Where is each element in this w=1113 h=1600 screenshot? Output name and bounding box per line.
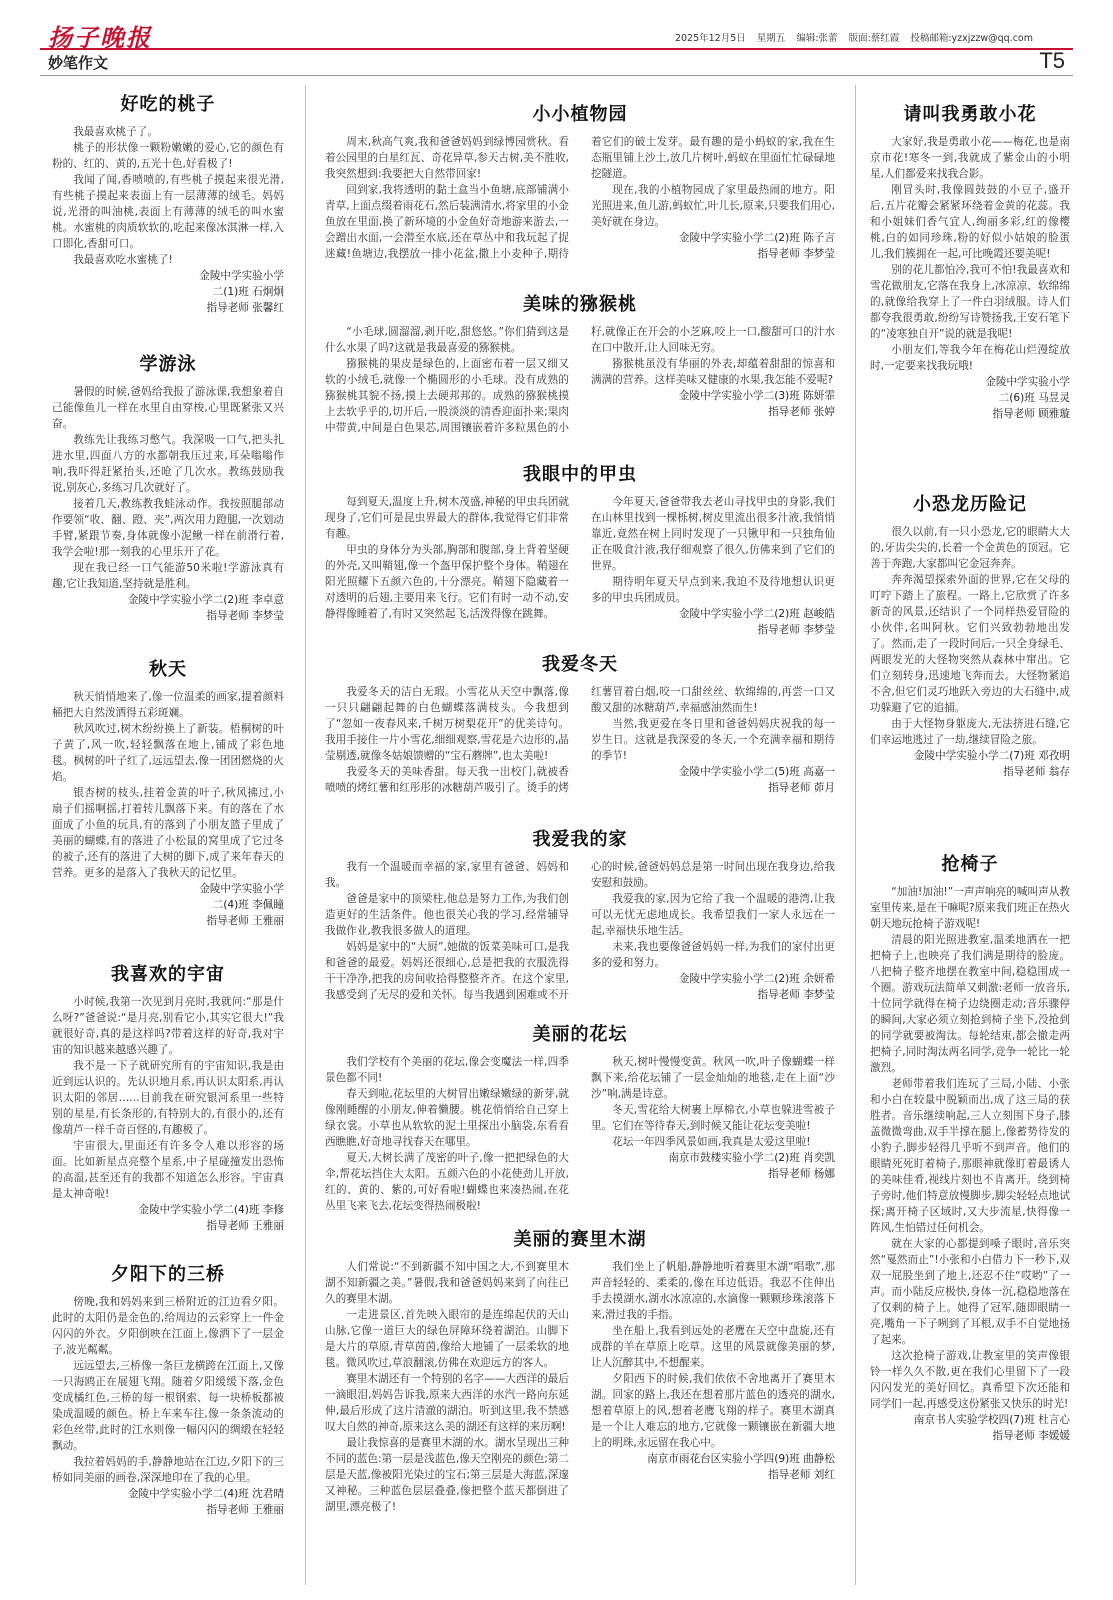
article-kiwi [325, 290, 835, 455]
article-paragraph: 一走进景区,首先映入眼帘的是连绵起伏的天山山脉,它像一道巨大的绿色屏障环绕着湖泊。山脚下是大片的草原,青草茵茵,像给大地铺了一层柔软的地毯。微风吹过,草浪翻滚,仿佛在欢迎远方的客人。 [325, 1309, 569, 1369]
byline-teacher: 指导老师 王雅丽 [206, 1504, 284, 1516]
article-paragraph: 未来,我也要像爸爸妈妈一样,为我们的家付出更多的爱和努力。 [591, 941, 835, 969]
byline-teacher: 指导老师 茆月 [768, 782, 835, 794]
article-paragraph: 我有一个温暖而幸福的家,家里有爸爸、妈妈和我。 [325, 861, 569, 889]
column-divider-right [855, 85, 856, 1585]
article-paragraph: 傍晚,我和妈妈来到三桥附近的江边看夕阳。此时的太阳仍是金色的,给周边的云彩穿上一件金闪闪的外衣。夕阳倒映在江面上,像洒下了一层金子,波光粼粼。 [52, 1296, 284, 1356]
article-paragraph: 秋风吹过,树木纷纷换上了新装。梧桐树的叶子黄了,风一吹,轻轻飘落在地上,铺成了彩色地毯。枫树的叶子红了,远远望去,像一团团燃烧的火焰。 [52, 723, 284, 783]
article-paragraph: 教练先让我练习憋气。我深吸一口气,把头扎进水里,四面八方的水都朝我压过来,耳朵嗡嗡作响,我吓得赶紧抬头,还呛了几次水。教练鼓励我说,别灰心,多练习几次就好了。 [52, 434, 284, 494]
article-body [52, 689, 284, 929]
section-divider [40, 75, 1073, 76]
byline-class-student: 金陵中学实验小学二(2)班 余妍希 [678, 973, 835, 985]
article-title: 我爱冬天 [542, 654, 618, 675]
byline-class-student: 南京书人实验学校四(7)班 杜言心 [913, 1414, 1070, 1426]
byline-teacher: 指导老师 张馨红 [206, 302, 284, 314]
byline-teacher: 指导老师 李梦莹 [206, 610, 284, 622]
article-paragraph: 猕猴桃的果皮是绿色的,上面密布着一层又细又软的小绒毛,就像一个椭圆形的小毛球。没有成熟的猕猴桃其貌不扬,摸上去硬邦邦的。成熟的猕猴桃摸上去软乎乎的,切开后,一股淡淡的清香迎面扑来;果肉中带黄,中间是白色果芯,周围镶嵌着许多粒黑色的小籽,就像正在开会的小芝麻,咬上一口,酸甜可口的汁水在口中散开,让人回味无穷。 [325, 326, 835, 434]
byline-teacher: 指导老师 王雅丽 [206, 1220, 284, 1232]
article-paragraph: 坐在船上,我看到远处的老鹰在天空中盘旋,还有成群的羊在草原上吃草。这里的风景就像美丽的梦,让人沉醉其中,不想醒来。 [591, 1325, 835, 1369]
byline-teacher: 指导老师 顾雅璇 [992, 408, 1070, 420]
article-beetle [325, 460, 835, 640]
article-body [325, 859, 835, 1003]
byline-teacher: 指导老师 张婷 [768, 406, 835, 418]
byline-class-student: 二(6)班 马昱灵 [998, 392, 1070, 404]
article-body [52, 994, 284, 1234]
article-paragraph: 很久以前,有一只小恐龙,它的眼睛大大的,牙齿尖尖的,长着一个金黄色的顶冠。它善于奔跑,大家都叫它金冠奔奔。 [870, 526, 1070, 570]
article-plum-blossom [870, 100, 1070, 465]
article-peach [52, 90, 284, 345]
article-paragraph: 我爱冬天的洁白无瑕。小雪花从天空中飘落,像一只只翩翩起舞的白色蝴蝶落满枝头。今我想到了“忽如一夜春风来,千树万树梨花开”的优美诗句。我用手接住一片小雪花,细细观察,雪花是六边形的,晶莹剔透,就像冬姑娘馈赠的“宝石蘑牌”,也太美啦! [325, 686, 569, 762]
byline-class-student: 金陵中学实验小学二(2)班 李卓意 [127, 594, 284, 606]
byline-teacher: 指导老师 李媛媛 [992, 1430, 1070, 1442]
byline-class-student: 二(4)班 李佩瞳 [212, 899, 284, 911]
byline-class-student: 南京市雨花台区实验小学四(9)班 曲静松 [647, 1453, 835, 1465]
article-autumn [52, 655, 284, 955]
article-byline [870, 1412, 1070, 1444]
article-musical-chairs [870, 850, 1070, 1590]
byline-class-student: 金陵中学实验小学二(7)班 邓孜明 [913, 750, 1070, 762]
article-paragraph: 春天到啦,花坛里的大树冒出嫩绿嫩绿的新芽,就像刚睡醒的小朋友,伸着懒腰。桃花悄悄给自己穿上绿衣裳。小草也从软软的泥土里探出小脑袋,东看看西瞧瞧,好奇地寻找春天在哪里。 [325, 1088, 569, 1148]
article-title: 学游泳 [139, 354, 197, 375]
article-paragraph: 现在,我的小植物园成了家里最热闹的地方。阳光照进来,鱼儿游,蚂蚁忙,叶儿长,原来,只要我们用心,美好就在身边。 [591, 184, 835, 228]
byline-class-student: 金陵中学实验小学二(5)班 高嘉一 [678, 766, 835, 778]
byline-class-student: 二(1)班 石炯炯 [212, 286, 284, 298]
article-title: 夕阳下的三桥 [111, 1264, 225, 1285]
byline-class-student: 金陵中学实验小学二(4)班 李修 [138, 1204, 284, 1216]
article-title: 我喜欢的宇宙 [111, 964, 225, 985]
article-paragraph: 我最喜欢吃水蜜桃了! [73, 254, 173, 266]
article-title: 小小植物园 [532, 104, 628, 125]
article-byline [591, 1150, 835, 1182]
article-paragraph: 人们常说:“不到新疆不知中国之大,不到赛里木湖不知新疆之美。”暑假,我和爸爸妈妈来到了向往已久的赛里木湖。 [325, 1261, 569, 1305]
article-paragraph: 赛里木湖还有一个特别的名字——大西洋的最后一滴眼泪,妈妈告诉我,原来大西洋的水汽一路向东延伸,最后形成了这片清澈的湖泊。听到这里,我不禁感叹大自然的神奇,原来这么美的湖还有这样的来历啊! [325, 1373, 569, 1433]
column-divider-left [305, 85, 306, 1585]
article-body [870, 134, 1070, 422]
byline-class-student: 金陵中学实验小学二(2)班 赵峻皓 [678, 608, 835, 620]
article-winter [325, 650, 835, 820]
byline-teacher: 指导老师 刘红 [768, 1469, 835, 1481]
article-paragraph: 冬天,雪花给大树裹上厚棉衣,小草也躲进雪被子里。它们在等待春天,到时候又能让花坛变美啦! [591, 1104, 835, 1132]
article-universe [52, 960, 284, 1255]
article-title: 美味的猕猴桃 [523, 294, 637, 315]
article-byline [591, 764, 835, 796]
section-title: 妙笔作文 [48, 54, 109, 72]
byline-school: 金陵中学实验小学 [199, 270, 284, 282]
issue-date: 2025年12月5日 [674, 33, 746, 44]
article-paragraph: 秋天悄悄地来了,像一位温柔的画家,提着颜料桶把大自然泼洒得五彩斑斓。 [52, 691, 284, 719]
byline-teacher: 指导老师 王雅丽 [206, 915, 284, 927]
article-body [325, 1054, 835, 1214]
article-title: 请叫我勇敢小花 [903, 104, 1037, 125]
article-paragraph: 现在我已经一口气能游50米啦!学游泳真有趣,它让我知道,坚持就是胜利。 [52, 562, 284, 590]
article-title: 秋天 [149, 659, 187, 680]
byline-class-student: 金陵中学实验小学二(4)班 沈君晴 [127, 1488, 284, 1500]
issue-designer: 版面:蔡红霞 [848, 33, 900, 44]
article-body [325, 494, 835, 638]
article-body [325, 1259, 835, 1515]
article-byline [591, 606, 835, 638]
article-paragraph: 清晨的阳光照进教室,温柔地洒在一把把椅子上,也映亮了我们满是期待的脸庞。八把椅子整齐地摆在教室中间,稳稳围成一个圈。游戏玩法简单又刺激:老师一放音乐,十位同学就得在椅子边绕圈走动;音乐骤停的瞬间,大家必须立刻抢到椅子坐下,没抢到的同学就要被淘汰。每轮结束,都会撤走两把椅子,同时淘汰两名同学,竞争一轮比一轮激烈。 [870, 934, 1070, 1074]
article-paragraph: 每到夏天,温度上升,树木茂盛,神秘的甲虫兵团就现身了,它们可是昆虫界最大的群体,我觉得它们非常有趣。 [325, 496, 569, 540]
article-paragraph: 花坛一年四季风景如画,我真是太爱这里啦! [612, 1136, 811, 1148]
article-byline [52, 881, 284, 929]
article-paragraph: 当然,我更爱在冬日里和爸爸妈妈庆祝我的每一岁生日。这就是我深爱的冬天,一个充满幸福和期待的季节! [591, 718, 835, 762]
masthead [40, 18, 1073, 50]
article-paragraph: 我不是一下子就研究所有的宇宙知识,我是由近到远认识的。先认识地月系,再认识太阳系,再认识太阳的邻居……目前我在研究银河系里一些特别的星星,有长条形的,有特别大的,有很小的,还有像葫芦一样千奇百怪的,有趣极了。 [52, 1060, 284, 1136]
article-family [325, 825, 835, 1015]
article-body [325, 134, 835, 262]
byline-school: 金陵中学实验小学 [199, 883, 284, 895]
article-paragraph: 我闻了闻,香喷喷的,有些桃子摸起来很光滑,有些桃子摸起来表面上有一层薄薄的绒毛。妈妈说,光滑的叫油桃,表面上有薄薄的绒毛的叫水蜜桃。水蜜桃的肉质软软的,吃起来像冰淇淋一样,入口即化,香甜可口。 [52, 174, 284, 250]
article-paragraph: 刚冒头时,我像圆鼓鼓的小豆子,盛开后,五片花瓣会紧紧环绕着金黄的花蕊。我和小姐妹们香气宜人,绚丽多彩,红的像樱桃,白的如同珍珠,粉的好似小姑娘的脸蛋儿,我们簇拥在一起,可比晚霞还要美呢! [870, 184, 1070, 260]
article-title: 美丽的赛里木湖 [513, 1229, 647, 1250]
article-byline [52, 268, 284, 316]
article-paragraph: 猕猴桃虽没有华丽的外表,却蕴着甜甜的惊喜和满满的营养。这样美味又健康的水果,我怎能不爱呢? [591, 358, 835, 386]
article-paragraph: 我拉着妈妈的手,静静地站在江边,夕阳下的三桥如同美丽的画卷,深深地印在了我的心里。 [52, 1456, 284, 1484]
article-paragraph: 小朋友们,等我今年在梅花山烂漫绽放时,一定要来找我玩哦! [870, 344, 1070, 372]
article-paragraph: 夏天,大树长满了茂密的叶子,像一把把绿色的大伞,帮花坛挡住大太阳。五颜六色的小花使劲儿开放,红的、黄的、紫的,可好看啦!蝴蝶也来凑热闹,在花丛里飞来飞去,花坛变得热闹极啦! [325, 1152, 569, 1212]
article-body [52, 384, 284, 624]
article-paragraph: 期待明年夏天早点到来,我迫不及待地想认识更多的甲虫兵团成员。 [591, 576, 835, 604]
article-dinosaur [870, 490, 1070, 845]
article-flowerbed [325, 1020, 835, 1220]
article-body [325, 684, 835, 796]
article-paragraph: 桃子的形状像一颗粉嫩嫩的爱心,它的颜色有粉的、红的、黄的,五光十色,好看极了! [52, 142, 284, 170]
article-byline [52, 1486, 284, 1518]
article-paragraph: 这次抢椅子游戏,让教室里的笑声像银铃一样久久不散,更在我们心里留下了一段闪闪发光的美好回忆。真希望下次还能和同学们一起,再感受这份紧张又快乐的时光! [870, 1350, 1070, 1410]
byline-class-student: 南京市鼓楼实验小学二(2)班 肖奕凯 [668, 1152, 835, 1164]
article-paragraph: 秋天,树叶慢慢变黄。秋风一吹,叶子像蝴蝶一样飘下来,给花坛铺了一层金灿灿的地毯,走在上面“沙沙”响,满是诗意。 [591, 1056, 835, 1100]
byline-class-student: 金陵中学实验小学二(2)班 陈子言 [678, 232, 835, 244]
article-paragraph: 我们坐上了帆船,静静地听着赛里木湖“唱歌”,那声音轻轻的、柔柔的,像在耳边低语。我忍不住伸出手去摸湖水,湖水冰凉凉的,水滴像一颗颗珍珠滚落下来,滑过我的手指。 [591, 1261, 835, 1321]
article-byline [870, 748, 1070, 780]
byline-class-student: 金陵中学实验小学二(3)班 陈妍霏 [678, 390, 835, 402]
article-paragraph: 回到家,我将透明的黏土盒当小鱼塘,底部铺满小青草,上面点缀着雨花石,然后装满清水,将家里的小金鱼放在里面,换了新环境的小金鱼好奇地游来游去,一会蹭出水面,一会潜至水底,还在草丛中和我玩起了捉迷藏!鱼塘边,我摆放一排小花盆,撒上小麦种子,期待着它们的破土发芽。最有趣的是小蚂蚁的家,我在生态瓶里铺上沙土,放几片树叶,蚂蚁在里面忙忙碌碌地挖隧道。 [325, 136, 835, 260]
article-title: 抢椅子 [941, 854, 999, 875]
article-byline [870, 374, 1070, 422]
issue-weekday: 星期五 [756, 33, 786, 44]
article-byline [591, 1451, 835, 1483]
article-paragraph: 周末,秋高气爽,我和爸爸妈妈到绿博园赏秋。看着公园里的白星红瓦、奇花异草,参天古树,美不胜收,我突然想到:我要把大自然带回家! [325, 136, 569, 180]
issue-info [667, 30, 1033, 44]
article-paragraph: 妈妈是家中的“大厨”,她做的饭菜美味可口,是我和爸爸的最爱。妈妈还很细心,总是把我的衣服洗得干干净净,把我的房间收拾得整整齐齐。在这个家里,我感受到了无尽的爱和关怀。每当我遇到困难或不开心的时候,爸爸妈妈总是第一时间出现在我身边,给我安慰和鼓励。 [325, 861, 835, 1001]
byline-teacher: 指导老师 李梦莹 [757, 989, 835, 1001]
issue-editor: 编辑:张蕾 [796, 33, 838, 44]
byline-school: 金陵中学实验小学 [985, 376, 1070, 388]
article-paragraph: 今年夏天,爸爸带我去老山寻找甲虫的身影,我们在山林里找到一棵栎树,树皮里流出很多汁液,我悄悄靠近,竟然在树上同时发现了一只锹甲和一只独角仙正在吸食汁液,我仔细观察了很久,仿佛来到了它们的世界。 [591, 496, 835, 572]
newspaper-logo: 扬子晚报 [48, 23, 152, 52]
article-body [52, 124, 284, 316]
byline-teacher: 指导老师 李梦莹 [757, 248, 835, 260]
article-paragraph: 暑假的时候,爸妈给我报了游泳课,我想象着自己能像鱼儿一样在水里自由穿梭,心里既紧张又兴奋。 [52, 386, 284, 430]
article-paragraph: 小时候,我第一次见到月亮时,我就问:“那是什么呀?”爸爸说:“是月亮,别看它小,其实它很大!”我就很好奇,真的是这样吗?带着这样的好奇,我对宇宙的知识越来越感兴趣了。 [52, 996, 284, 1056]
article-paragraph: 银杏树的枝头,挂着金黄的叶子,秋风拂过,小扇子们摇啊摇,打着转儿飘落下来。有的落在了水面成了小鱼的玩具,有的落到了小朋友篮子里成了美丽的蝴蝶,有的落进了小松鼠的窝里成了它过冬的被子,还有的落进了大树的脚下,成了来年春天的营养。更多的是落入了我秋天的记忆里。 [52, 787, 284, 879]
article-paragraph: 我爱我的家,因为它给了我一个温暖的港湾,让我可以无忧无虑地成长。我希望我们一家人永远在一起,幸福快乐地生活。 [591, 893, 835, 937]
article-paragraph: 我爱冬天的美味香甜。每天我一出校门,就被香喷喷的烤红薯和红彤彤的冰糖葫芦吸引了。烫手的烤红薯冒着白烟,咬一口甜丝丝、软绵绵的,再尝一口又酸又甜的冰糖葫芦,幸福感油然而生! [325, 686, 835, 794]
article-body [325, 324, 835, 436]
article-paragraph: 老师带着我们连玩了三局,小陆、小张和小白在较量中脱颖而出,成了这三局的获胜者。音乐继续响起,三人立刻围下身子,膝盖微微弯曲,双手半撑在腿上,像蓄势待发的小豹子,脚步轻得几乎听不到声音。他们的眼睛死死盯着椅子,那眼神就像盯着最诱人的美味佳肴,视线片刻也不肯离开。绕到椅子旁时,他们特意放慢脚步,脚尖轻轻点地试探;离开椅子区域时,又大步流星,快得像一阵风,生怕错过任何机会。 [870, 1078, 1070, 1234]
article-paragraph: 宇宙很大,里面还有许多令人难以形容的场面。比如新星点亮整个星系,中子星碰撞发出恐怖的高温,甚至还有的我都不知道怎么形容。宇宙真是太神奇啦! [52, 1140, 284, 1200]
article-paragraph: 爸爸是家中的顶梁柱,他总是努力工作,为我们创造更好的生活条件。他也很关心我的学习,经常辅导我做作业,教我很多做人的道理。 [325, 893, 569, 937]
article-paragraph: 远远望去,三桥像一条巨龙横跨在江面上,又像一只海鸥正在展翅飞翔。随着夕阳缓缓下落,金色变成橘红色,三桥的每一根钢索、每一块桥板都被染成温暖的颜色。桥上车来车往,像一条条流动的彩色丝带,此时的江水则像一幅闪闪的绸缎在轻轻飘动。 [52, 1360, 284, 1452]
article-title: 我爱我的家 [532, 829, 628, 850]
article-paragraph: 我最喜欢桃子了。 [73, 126, 158, 138]
article-body [870, 524, 1070, 780]
article-sunset-bridge [52, 1260, 284, 1590]
article-title: 我眼中的甲虫 [523, 464, 637, 485]
article-swimming [52, 350, 284, 650]
article-byline [591, 230, 835, 262]
article-paragraph: 大家好,我是勇敢小花——梅花,也是南京市花!寒冬一到,我就成了紫金山的小明星,人们都爱来找我合影。 [870, 136, 1070, 180]
article-paragraph: 由于大怪物身躯庞大,无法挤进石缝,它们幸运地逃过了一劫,继续冒险之旅。 [870, 718, 1070, 746]
byline-teacher: 指导老师 杨娜 [768, 1168, 835, 1180]
article-paragraph: 甲虫的身体分为头部,胸部和腹部,身上背着坚硬的外壳,又叫鞘翅,像一个盔甲保护整个身体。鞘翅在阳光照耀下五颜六色的,十分漂亮。鞘翅下隐藏着一对透明的后翅,主要用来飞行。它们有时一动不动,安静得像睡着了,有时又突然起飞,活泼得像在跳舞。 [325, 544, 569, 620]
article-plant-garden [325, 100, 835, 285]
article-paragraph: “小毛球,圆溜溜,剥开吃,甜悠悠。”你们猜到这是什么水果了吗?这就是我最喜爱的猕猴桃。 [325, 326, 569, 354]
article-paragraph: 最让我惊喜的是赛里木湖的水。湖水呈现出三种不同的蓝色:第一层是浅蓝色,像天空刚亮的颜色;第二层是天蓝,像被阳光染过的宝石;第三层是大海蓝,深邃又神秘。三种蓝色层层叠叠,像把整个蓝天都倒进了湖里,漂亮极了! [325, 1437, 569, 1513]
article-title: 好吃的桃子 [120, 94, 216, 115]
article-byline [591, 971, 835, 1003]
article-byline [52, 592, 284, 624]
article-byline [591, 388, 835, 420]
article-body [52, 1294, 284, 1518]
article-sayram-lake [325, 1225, 835, 1590]
article-byline [52, 1202, 284, 1234]
page-number: T5 [1039, 48, 1065, 73]
article-paragraph: “加油!加油!”一声声响亮的喊叫声从教室里传来,是在干嘛呢?原来我们班正在热火朝天地玩抢椅子游戏呢! [870, 886, 1070, 930]
byline-teacher: 指导老师 翁存 [1003, 766, 1070, 778]
article-body [870, 884, 1070, 1444]
byline-teacher: 指导老师 李梦莹 [757, 624, 835, 636]
article-paragraph: 别的花儿都怕冷,我可不怕!我最喜欢和雪花做朋友,它落在我身上,冰凉凉、软绵绵的,就像给我穿上了一件白羽绒服。诗人们都夸我很勇敢,纷纷写诗赞扬我,王安石笔下的“凌寒独自开”说的就是我呢! [870, 264, 1070, 340]
article-paragraph: 我们学校有个美丽的花坛,像会变魔法一样,四季景色都不同! [325, 1056, 569, 1084]
article-paragraph: 夕阳西下的时候,我们依依不舍地离开了赛里木湖。回家的路上,我还在想着那片蓝色的透亮的湖水,想着草原上的风,想着老鹰飞翔的样子。赛里木湖真是一个让人难忘的地方,它就像一颗镶嵌在新疆大地上的明珠,永远留在我心中。 [591, 1373, 835, 1449]
article-title: 小恐龙历险记 [913, 494, 1027, 515]
article-paragraph: 就在大家的心都提到嗓子眼时,音乐突然“戛然而止”!小张和小白借力下一秒下,双双一屁股坐到了地上,还忍不住“哎哟”了一声。而小陆反应极快,身体一沉,稳稳地落在了仅剩的椅子上。她得了冠军,随即眼睛一亮,嘴角一下子咧到了耳根,双手不自觉地扬了起来。 [870, 1238, 1070, 1346]
article-paragraph: 奔奔渴望探索外面的世界,它在父母的叮咛下踏上了旅程。一路上,它欣赏了许多新奇的风景,还结识了一个同样热爱冒险的小伙伴,名叫阿秋。它们兴致勃勃地出发了。然而,走了一段时间后,一只全身绿毛、两眼发光的大怪物突然从森林中窜出。它们立刻转身,迅速地飞奔而去。大怪物紧追不舍,但它们灵巧地跃入旁边的大石缝中,成功躲避了它的追捕。 [870, 574, 1070, 714]
article-title: 美丽的花坛 [532, 1024, 628, 1045]
submission-email: 投稿邮箱:yzxjzzw@qq.com [910, 33, 1033, 44]
article-paragraph: 接着几天,教练教我蛙泳动作。我按照腿部动作要领“收、翻、蹬、夹”,两次用力蹬腿,一次划动手臂,紧跟节奏,身体就像小泥鳅一样在前滑行着,我学会啦!那一刻我的心里乐开了花。 [52, 498, 284, 558]
